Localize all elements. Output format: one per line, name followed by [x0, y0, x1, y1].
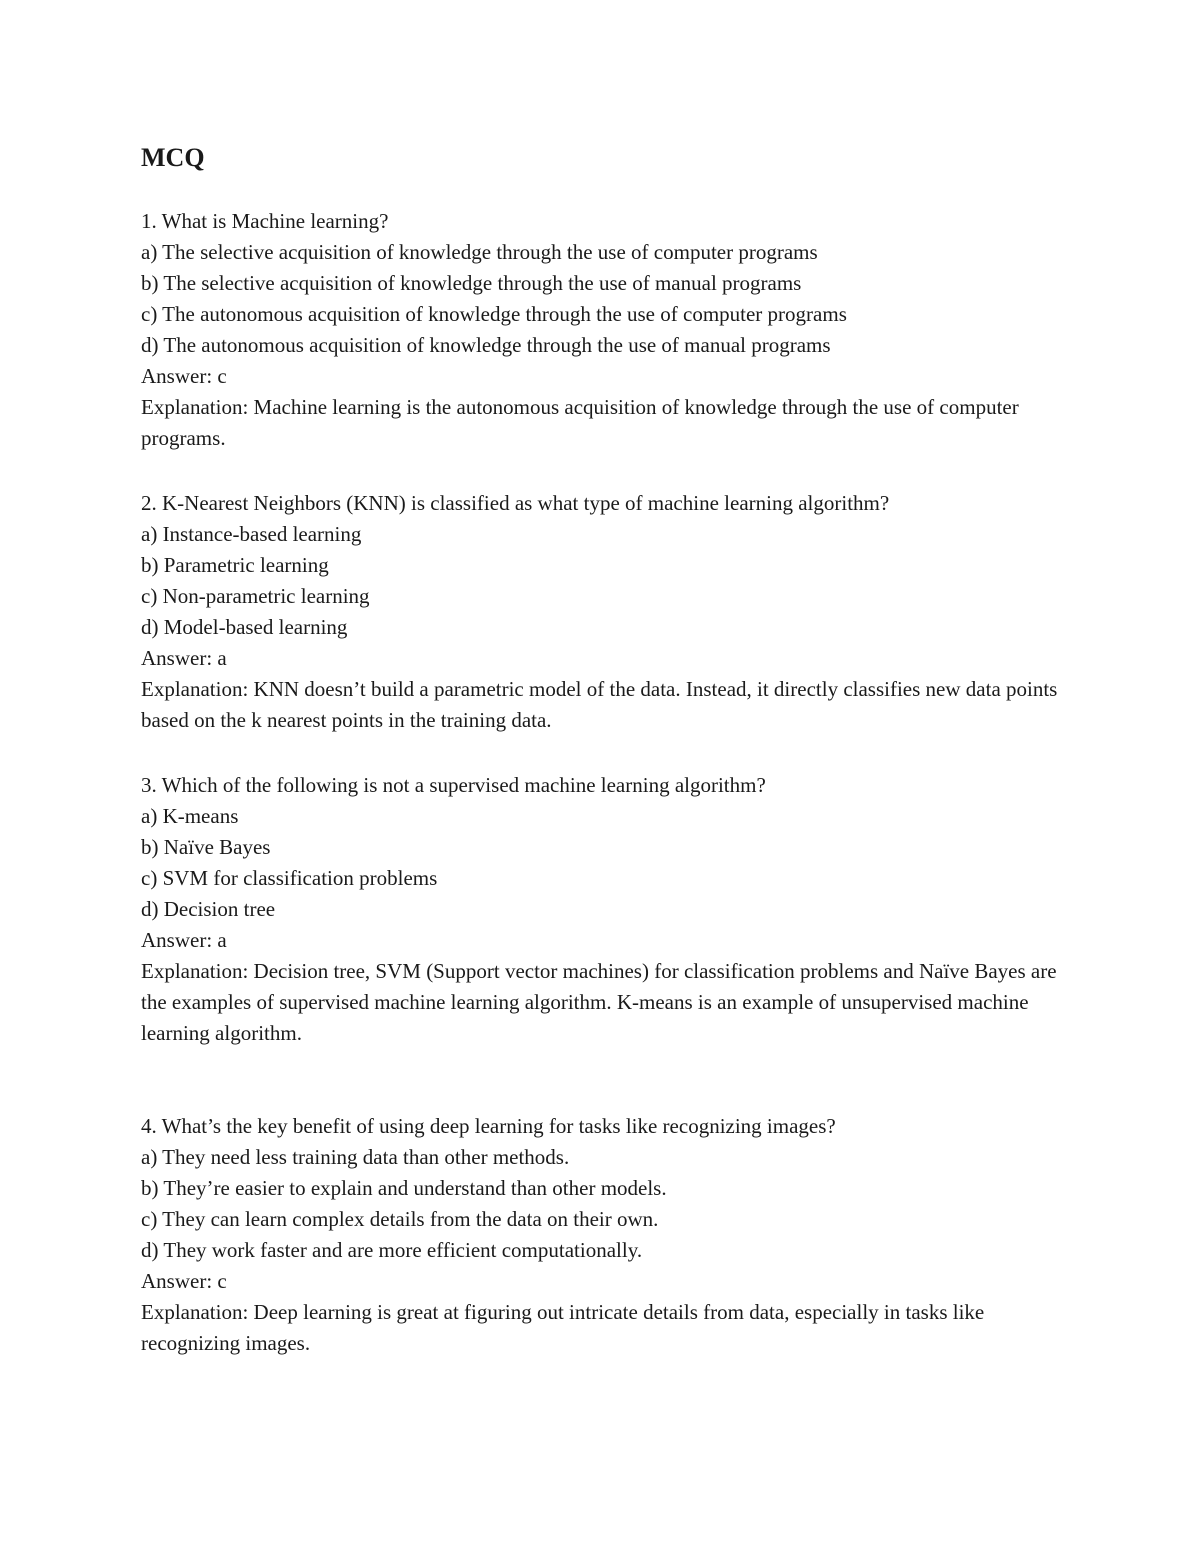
spacer [141, 1049, 1071, 1111]
explanation-text: Explanation: Machine learning is the autonomous acquisition of knowledge through the use of computer programs. [141, 395, 1019, 450]
option-c: c) They can learn complex details from the data on their own. [141, 1207, 659, 1231]
option-c: c) The autonomous acquisition of knowledge through the use of computer programs [141, 302, 847, 326]
option-d: d) Model-based learning [141, 615, 348, 639]
document-content [141, 140, 1071, 1359]
question-text: 1. What is Machine learning? [141, 209, 389, 233]
answer-text: Answer: a [141, 928, 227, 952]
option-d: d) Decision tree [141, 897, 276, 921]
answer-text: Answer: c [141, 364, 227, 388]
option-b: b) They’re easier to explain and understand than other models. [141, 1176, 667, 1200]
explanation-text: Explanation: Decision tree, SVM (Support vector machines) for classification problems and Naïve Bayes are the examples of supervised machine learning algorithm. K-means is an example of unsupervised machine learning algorithm. [141, 959, 1057, 1045]
question-1 [141, 206, 1071, 454]
question-text: 4. What’s the key benefit of using deep learning for tasks like recognizing images? [141, 1114, 836, 1138]
option-d: d) The autonomous acquisition of knowledge through the use of manual programs [141, 333, 831, 357]
option-b: b) Naïve Bayes [141, 835, 271, 859]
page-title: MCQ [141, 143, 205, 172]
option-a: a) Instance-based learning [141, 522, 362, 546]
question-2 [141, 488, 1071, 736]
answer-text: Answer: a [141, 646, 227, 670]
option-b: b) The selective acquisition of knowledge through the use of manual programs [141, 271, 802, 295]
option-c: c) Non-parametric learning [141, 584, 370, 608]
explanation-text: Explanation: Deep learning is great at figuring out intricate details from data, especially in tasks like recognizing images. [141, 1300, 985, 1355]
option-a: a) K-means [141, 804, 239, 828]
option-a: a) They need less training data than other methods. [141, 1145, 570, 1169]
option-a: a) The selective acquisition of knowledge through the use of computer programs [141, 240, 818, 264]
spacer [141, 454, 1071, 488]
option-d: d) They work faster and are more efficient computationally. [141, 1238, 643, 1262]
question-4 [141, 1111, 1071, 1359]
question-text: 2. K-Nearest Neighbors (KNN) is classified as what type of machine learning algorithm? [141, 491, 890, 515]
option-b: b) Parametric learning [141, 553, 329, 577]
question-text: 3. Which of the following is not a supervised machine learning algorithm? [141, 773, 766, 797]
explanation-text: Explanation: KNN doesn’t build a parametric model of the data. Instead, it directly classifies new data points based on the k nearest points in the training data. [141, 677, 1058, 732]
option-c: c) SVM for classification problems [141, 866, 438, 890]
spacer [141, 736, 1071, 770]
question-3 [141, 770, 1071, 1049]
answer-text: Answer: c [141, 1269, 227, 1293]
